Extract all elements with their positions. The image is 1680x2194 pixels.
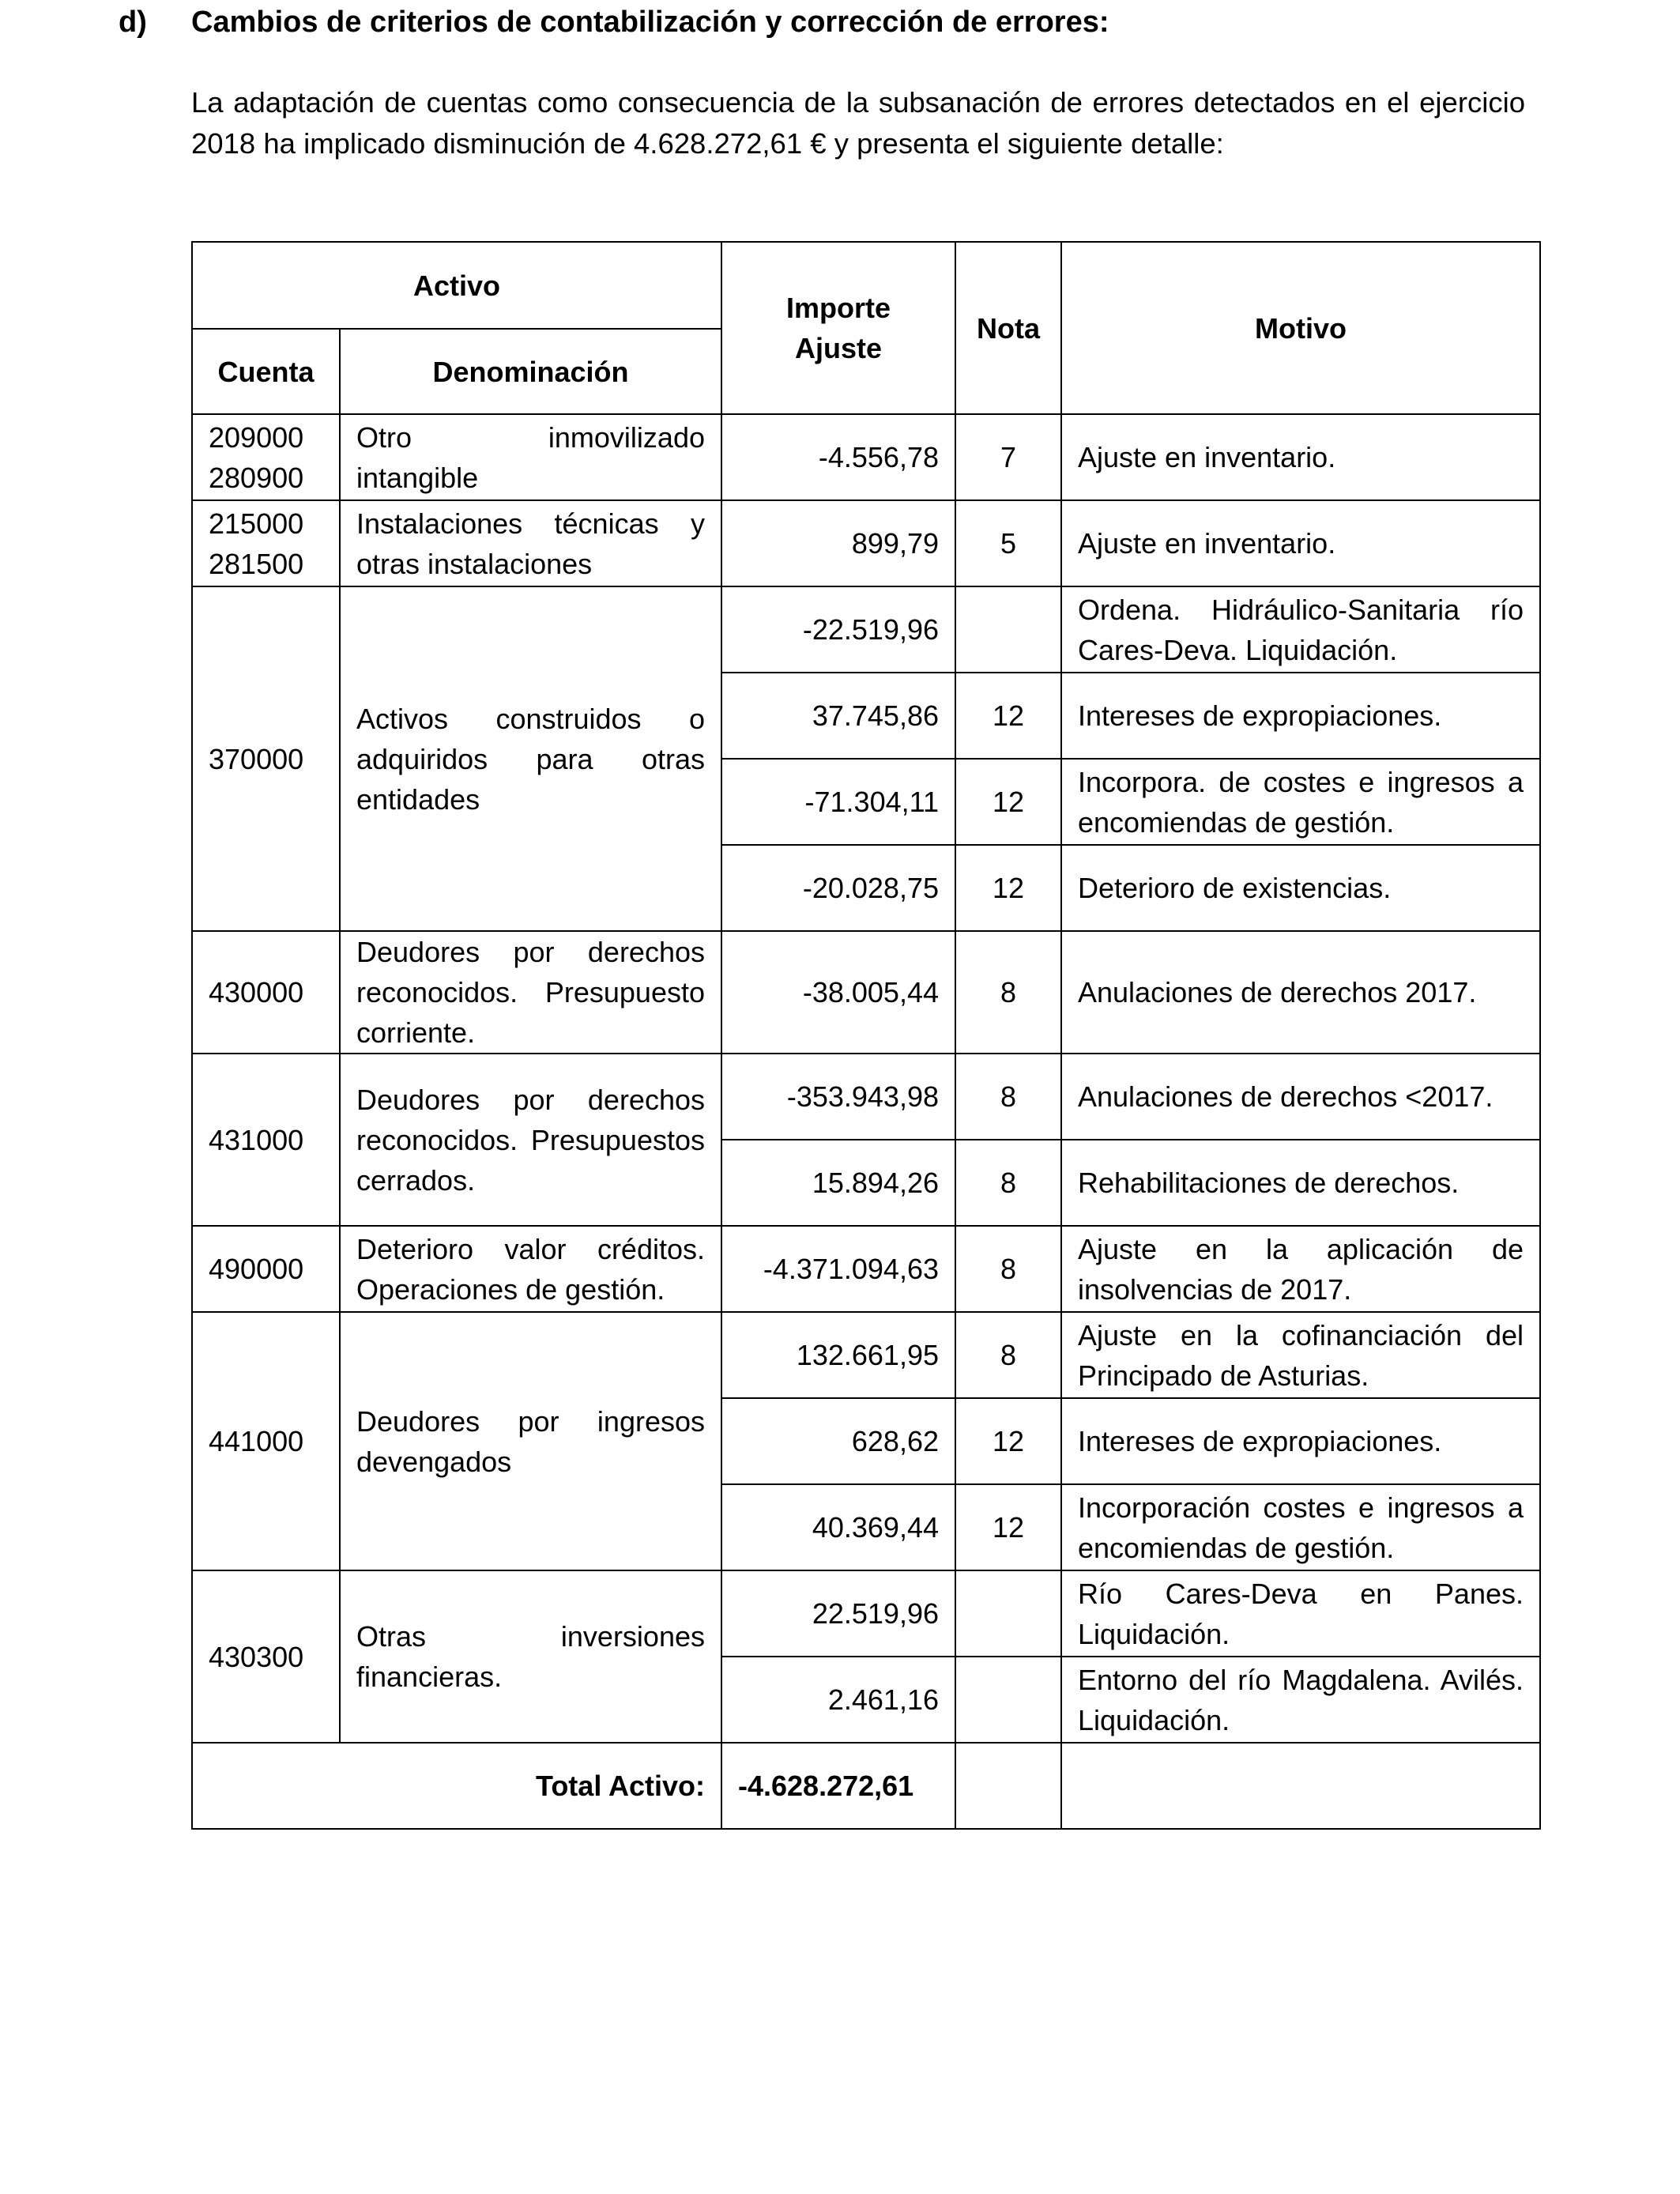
nota-cell xyxy=(955,1570,1061,1657)
denominacion-cell: Deudores por derechos reconocidos. Presupuesto corriente. xyxy=(340,931,721,1054)
table-row xyxy=(192,931,1540,1054)
motivo-cell: Ajuste en inventario. xyxy=(1061,500,1540,586)
cuenta-code: 430300 xyxy=(209,1640,304,1673)
intro-paragraph: La adaptación de cuentas como consecuencia de la subsanación de errores detectados en el ejercicio 2018 ha implicado disminución de 4.628.272,61 € y presenta el siguiente detalle: xyxy=(191,86,1525,160)
denominacion-cell: Activos construidos o adquiridos para otras entidades xyxy=(340,586,721,931)
table-row xyxy=(192,1226,1540,1312)
importe-cell: 2.461,16 xyxy=(721,1657,955,1743)
section-title: Cambios de criterios de contabilización y corrección de errores: xyxy=(191,6,1109,39)
header-nota: Nota xyxy=(955,242,1061,414)
header-importe xyxy=(721,242,955,414)
importe-cell: -4.371.094,63 xyxy=(721,1226,955,1312)
nota-cell: 8 xyxy=(955,1140,1061,1226)
importe-cell: 132.661,95 xyxy=(721,1312,955,1398)
nota-cell: 8 xyxy=(955,1054,1061,1140)
cuenta-code: 441000 xyxy=(209,1425,304,1457)
motivo-cell: Ajuste en la cofinanciación del Principado de Asturias. xyxy=(1061,1312,1540,1398)
importe-cell: 15.894,26 xyxy=(721,1140,955,1226)
importe-cell: -4.556,78 xyxy=(721,414,955,500)
section-heading xyxy=(119,3,1109,41)
cuenta-code: 280900 xyxy=(209,461,304,494)
header-importe-line2: Ajuste xyxy=(794,332,883,364)
nota-cell: 12 xyxy=(955,845,1061,931)
cuenta-code: 370000 xyxy=(209,742,304,775)
importe-cell: -71.304,11 xyxy=(721,759,955,845)
total-row xyxy=(192,1743,1540,1829)
motivo-cell: Intereses de expropiaciones. xyxy=(1061,1398,1540,1484)
nota-cell: 12 xyxy=(955,673,1061,759)
denominacion-cell: Deudores por derechos reconocidos. Presupuestos cerrados. xyxy=(340,1054,721,1226)
importe-cell: 40.369,44 xyxy=(721,1484,955,1570)
denominacion-cell: Deudores por ingresos devengados xyxy=(340,1312,721,1570)
denominacion-cell: Deterioro valor créditos. Operaciones de gestión. xyxy=(340,1226,721,1312)
cuenta-code: 215000 xyxy=(209,507,304,540)
motivo-cell: Río Cares-Deva en Panes. Liquidación. xyxy=(1061,1570,1540,1657)
motivo-cell: Incorporación costes e ingresos a encomiendas de gestión. xyxy=(1061,1484,1540,1570)
nota-cell xyxy=(955,586,1061,673)
cuenta-cell xyxy=(192,1226,340,1312)
total-nota-empty xyxy=(955,1743,1061,1829)
table-row xyxy=(192,1312,1540,1398)
cuenta-cell xyxy=(192,1312,340,1570)
nota-cell: 5 xyxy=(955,500,1061,586)
motivo-cell: Anulaciones de derechos 2017. xyxy=(1061,931,1540,1054)
cuenta-code: 490000 xyxy=(209,1253,304,1285)
importe-cell: -20.028,75 xyxy=(721,845,955,931)
motivo-cell: Ajuste en inventario. xyxy=(1061,414,1540,500)
importe-cell: -353.943,98 xyxy=(721,1054,955,1140)
motivo-cell: Intereses de expropiaciones. xyxy=(1061,673,1540,759)
nota-cell: 12 xyxy=(955,1398,1061,1484)
table-row xyxy=(192,1054,1540,1140)
denominacion-cell: Instalaciones técnicas y otras instalaciones xyxy=(340,500,721,586)
nota-cell: 8 xyxy=(955,931,1061,1054)
table-body xyxy=(192,414,1540,1829)
total-value: -4.628.272,61 xyxy=(721,1743,955,1829)
table-row xyxy=(192,414,1540,500)
header-row-1 xyxy=(192,242,1540,329)
total-label: Total Activo: xyxy=(192,1743,721,1829)
denominacion-cell: Otras inversiones financieras. xyxy=(340,1570,721,1743)
nota-cell: 12 xyxy=(955,759,1061,845)
table-row xyxy=(192,500,1540,586)
motivo-cell: Anulaciones de derechos <2017. xyxy=(1061,1054,1540,1140)
header-denominacion: Denominación xyxy=(340,329,721,414)
nota-cell: 8 xyxy=(955,1226,1061,1312)
cuenta-code: 281500 xyxy=(209,547,304,580)
importe-cell: -22.519,96 xyxy=(721,586,955,673)
cuenta-cell xyxy=(192,586,340,931)
cuenta-cell xyxy=(192,1054,340,1226)
cuenta-cell xyxy=(192,414,340,500)
importe-cell: 22.519,96 xyxy=(721,1570,955,1657)
motivo-cell: Entorno del río Magdalena. Avilés. Liquidación. xyxy=(1061,1657,1540,1743)
total-motivo-empty xyxy=(1061,1743,1540,1829)
motivo-cell: Ordena. Hidráulico-Sanitaria río Cares-Deva. Liquidación. xyxy=(1061,586,1540,673)
cuenta-cell xyxy=(192,931,340,1054)
nota-cell: 8 xyxy=(955,1312,1061,1398)
nota-cell: 7 xyxy=(955,414,1061,500)
importe-cell: -38.005,44 xyxy=(721,931,955,1054)
cuenta-code: 430000 xyxy=(209,976,304,1008)
adjustments-table xyxy=(191,241,1541,1830)
cuenta-cell xyxy=(192,500,340,586)
importe-cell: 899,79 xyxy=(721,500,955,586)
motivo-cell: Deterioro de existencias. xyxy=(1061,845,1540,931)
header-activo: Activo xyxy=(192,242,721,329)
motivo-cell: Ajuste en la aplicación de insolvencias de 2017. xyxy=(1061,1226,1540,1312)
header-importe-line1: Importe xyxy=(785,292,891,324)
section-label: d) xyxy=(119,6,147,39)
table-row xyxy=(192,586,1540,673)
importe-cell: 37.745,86 xyxy=(721,673,955,759)
header-motivo: Motivo xyxy=(1061,242,1540,414)
cuenta-code: 209000 xyxy=(209,420,304,454)
denominacion-cell: Otro inmovilizado intangible xyxy=(340,414,721,500)
nota-cell: 12 xyxy=(955,1484,1061,1570)
table-row xyxy=(192,1570,1540,1657)
importe-cell: 628,62 xyxy=(721,1398,955,1484)
nota-cell xyxy=(955,1657,1061,1743)
motivo-cell: Incorpora. de costes e ingresos a encomiendas de gestión. xyxy=(1061,759,1540,845)
cuenta-cell xyxy=(192,1570,340,1743)
cuenta-code: 431000 xyxy=(209,1123,304,1156)
header-cuenta: Cuenta xyxy=(192,329,340,414)
motivo-cell: Rehabilitaciones de derechos. xyxy=(1061,1140,1540,1226)
